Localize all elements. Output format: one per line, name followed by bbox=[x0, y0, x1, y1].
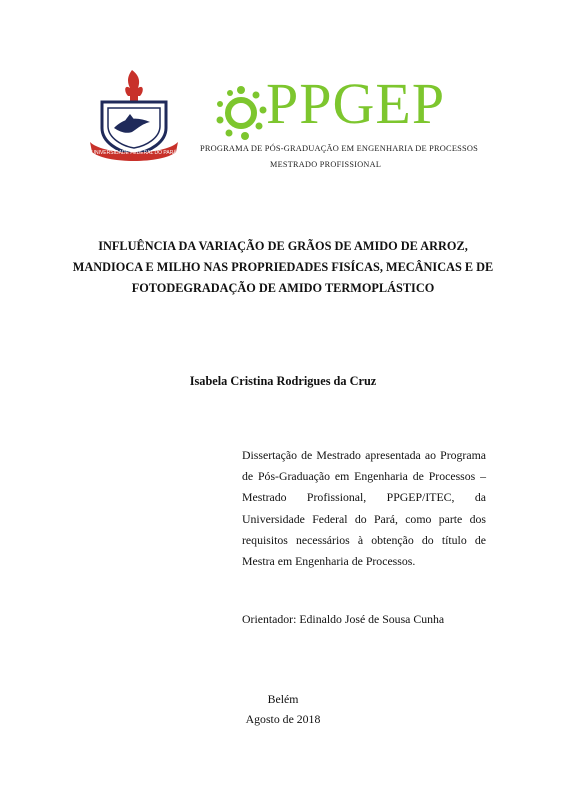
crest-icon bbox=[84, 66, 184, 166]
program-acronym: PPGEP bbox=[266, 71, 446, 136]
dissertation-title bbox=[60, 236, 506, 299]
gear-dots-icon bbox=[212, 84, 270, 142]
ppgep-logo bbox=[200, 71, 492, 178]
date: Agosto de 2018 bbox=[245, 712, 321, 726]
program-name: PROGRAMA DE PÓS-GRADUAÇÃO EM ENGENHARIA DE PROCESSOS bbox=[200, 144, 478, 153]
city: Belém bbox=[267, 692, 299, 706]
title-line: FOTODEGRADAÇÃO DE AMIDO TERMOPLÁSTICO bbox=[131, 281, 435, 295]
program-type: MESTRADO PROFISSIONAL bbox=[270, 160, 382, 169]
crest-ribbon-text: UNIVERSIDADE FEDERAL DO PARÁ bbox=[91, 150, 177, 156]
author-name: Isabela Cristina Rodrigues da Cruz bbox=[189, 374, 377, 388]
university-crest-logo bbox=[84, 66, 184, 166]
title-line: MANDIOCA E MILHO NAS PROPRIEDADES FISÍCAS, MECÂNICAS E DE bbox=[72, 260, 494, 274]
advisor: Orientador: Edinaldo José de Sousa Cunha bbox=[242, 612, 445, 626]
dissertation-description: Dissertação de Mestrado apresentada ao Programa de Pós-Graduação em Engenharia de Processos – Mestrado Profissional, PPGEP/ITEC, da Universidade Federal do Pará, como parte dos requisitos necessários à obtenção do título de Mestra em Engenharia de Processos. bbox=[242, 448, 486, 569]
title-line: INFLUÊNCIA DA VARIAÇÃO DE GRÃOS DE AMIDO DE ARROZ, bbox=[98, 239, 468, 253]
